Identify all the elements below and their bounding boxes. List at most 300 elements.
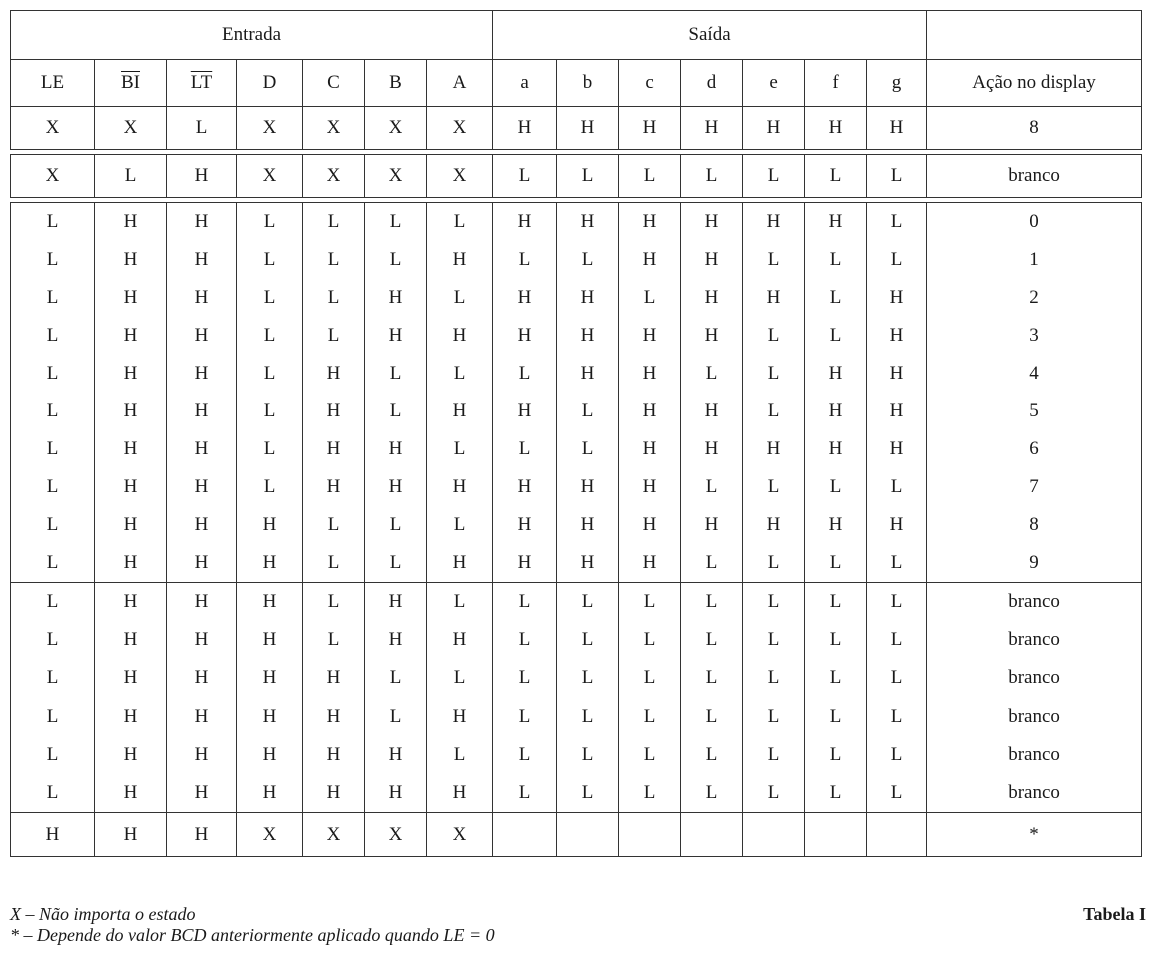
table-cell: H xyxy=(681,430,743,468)
table-cell: L xyxy=(303,582,365,621)
table-cell: L xyxy=(619,155,681,198)
table-cell: L xyxy=(11,621,95,659)
table-cell: L xyxy=(557,736,619,774)
table-label: Tabela I xyxy=(1083,904,1146,924)
table-cell: H xyxy=(681,392,743,430)
table-cell: H xyxy=(167,355,237,393)
table-cell: L xyxy=(303,506,365,544)
table-cell: H xyxy=(237,697,303,735)
table-cell: H xyxy=(619,355,681,393)
table-cell: L xyxy=(805,155,867,198)
table-cell: L xyxy=(237,241,303,279)
table-cell: X xyxy=(11,107,95,150)
table-cell: L xyxy=(11,697,95,735)
table-cell: H xyxy=(237,774,303,813)
table-cell: H xyxy=(95,279,167,317)
table-cell: L xyxy=(619,774,681,813)
footnote-asterisk: * – Depende do valor BCD anteriormente aplicado quando LE = 0 xyxy=(10,925,495,945)
table-cell: H xyxy=(95,241,167,279)
display-action-cell: 8 xyxy=(927,107,1142,150)
table-cell: L xyxy=(867,774,927,813)
column-header: D xyxy=(237,60,303,107)
table-cell: L xyxy=(743,317,805,355)
table-cell: H xyxy=(427,468,493,506)
column-header: b xyxy=(557,60,619,107)
table-cell: L xyxy=(237,317,303,355)
display-action-cell: branco xyxy=(927,774,1142,813)
table-cell: L xyxy=(867,697,927,735)
table-row xyxy=(11,279,1142,317)
table-cell: H xyxy=(365,317,427,355)
table-cell: L xyxy=(743,621,805,659)
table-cell: H xyxy=(303,774,365,813)
table-cell: L xyxy=(237,355,303,393)
table-cell: L xyxy=(11,430,95,468)
table-cell: L xyxy=(11,774,95,813)
table-cell: L xyxy=(303,279,365,317)
table-cell: H xyxy=(427,774,493,813)
table-cell: H xyxy=(805,355,867,393)
table-cell xyxy=(805,813,867,857)
table-cell: H xyxy=(427,317,493,355)
display-action-cell: branco xyxy=(927,736,1142,774)
table-cell: H xyxy=(427,544,493,582)
display-action-cell: 9 xyxy=(927,544,1142,582)
table-cell: H xyxy=(167,430,237,468)
table-cell: L xyxy=(237,430,303,468)
table-cell: X xyxy=(427,155,493,198)
table-cell: L xyxy=(619,621,681,659)
display-action-cell: 3 xyxy=(927,317,1142,355)
display-action-cell: branco xyxy=(927,659,1142,697)
table-cell: H xyxy=(557,317,619,355)
table-cell: L xyxy=(237,392,303,430)
table-cell: H xyxy=(867,392,927,430)
table-cell: L xyxy=(11,241,95,279)
column-header: f xyxy=(805,60,867,107)
table-cell: H xyxy=(493,392,557,430)
table-cell xyxy=(557,813,619,857)
table-cell: H xyxy=(95,697,167,735)
table-cell: L xyxy=(867,544,927,582)
table-cell: L xyxy=(167,107,237,150)
display-action-cell: 8 xyxy=(927,506,1142,544)
table-cell: H xyxy=(167,582,237,621)
table-cell: L xyxy=(681,697,743,735)
table-cell: X xyxy=(427,107,493,150)
table-cell: H xyxy=(557,468,619,506)
table-row xyxy=(11,355,1142,393)
table-cell: H xyxy=(867,430,927,468)
table-cell: L xyxy=(303,317,365,355)
table-cell: H xyxy=(681,203,743,241)
table-cell: L xyxy=(365,506,427,544)
table-cell: L xyxy=(681,544,743,582)
table-cell: H xyxy=(167,774,237,813)
table-row xyxy=(11,774,1142,813)
table-cell: H xyxy=(743,279,805,317)
table-cell xyxy=(681,813,743,857)
table-cell: H xyxy=(681,279,743,317)
table-cell: H xyxy=(365,736,427,774)
table-cell: L xyxy=(619,736,681,774)
table-cell: L xyxy=(493,621,557,659)
table-cell: H xyxy=(867,355,927,393)
table-cell: L xyxy=(365,241,427,279)
table-cell: H xyxy=(303,392,365,430)
table-cell: L xyxy=(427,506,493,544)
table-cell: H xyxy=(237,582,303,621)
table-cell: H xyxy=(619,392,681,430)
table-cell: H xyxy=(167,392,237,430)
table-cell: L xyxy=(427,582,493,621)
table-cell: H xyxy=(681,317,743,355)
table-cell: H xyxy=(743,430,805,468)
table-cell: H xyxy=(167,813,237,857)
table-cell: X xyxy=(237,813,303,857)
table-row xyxy=(11,468,1142,506)
table-cell: L xyxy=(743,697,805,735)
display-action-cell: branco xyxy=(927,155,1142,198)
table-cell: L xyxy=(805,582,867,621)
table-cell xyxy=(867,813,927,857)
display-action-cell: 7 xyxy=(927,468,1142,506)
table-cell: H xyxy=(167,317,237,355)
table-row xyxy=(11,317,1142,355)
table-cell: H xyxy=(365,468,427,506)
table-cell: L xyxy=(805,659,867,697)
table-cell: L xyxy=(11,392,95,430)
table-cell: L xyxy=(493,355,557,393)
table-cell: L xyxy=(493,774,557,813)
table-cell: H xyxy=(427,697,493,735)
table-cell: L xyxy=(681,621,743,659)
table-cell: X xyxy=(237,107,303,150)
table-cell: L xyxy=(681,155,743,198)
table-cell: L xyxy=(365,659,427,697)
table-cell: X xyxy=(365,813,427,857)
table-cell: H xyxy=(557,544,619,582)
table-cell: L xyxy=(493,736,557,774)
table-cell: H xyxy=(167,279,237,317)
table-cell: H xyxy=(867,107,927,150)
table-cell: H xyxy=(167,544,237,582)
table-cell: L xyxy=(11,355,95,393)
table-cell xyxy=(619,813,681,857)
table-cell: L xyxy=(743,468,805,506)
table-cell: H xyxy=(805,392,867,430)
table-cell: L xyxy=(11,506,95,544)
table-cell: X xyxy=(303,813,365,857)
table-cell: H xyxy=(619,468,681,506)
table-cell: L xyxy=(11,279,95,317)
table-cell: H xyxy=(557,107,619,150)
table-cell: H xyxy=(303,659,365,697)
column-header-row xyxy=(11,60,1142,107)
table-cell: L xyxy=(95,155,167,198)
table-row xyxy=(11,659,1142,697)
table-cell: H xyxy=(167,155,237,198)
table-cell: H xyxy=(557,355,619,393)
table-cell: H xyxy=(493,317,557,355)
table-cell: H xyxy=(619,203,681,241)
table-cell: H xyxy=(493,544,557,582)
column-header: a xyxy=(493,60,557,107)
table-cell: L xyxy=(365,392,427,430)
table-cell: L xyxy=(11,736,95,774)
table-row xyxy=(11,621,1142,659)
table-cell: L xyxy=(681,736,743,774)
table-cell: H xyxy=(303,736,365,774)
table-cell: L xyxy=(619,279,681,317)
table-cell: L xyxy=(427,355,493,393)
table-cell: H xyxy=(743,506,805,544)
table-cell: L xyxy=(867,155,927,198)
table-cell: H xyxy=(95,506,167,544)
table-cell: H xyxy=(365,430,427,468)
column-header: c xyxy=(619,60,681,107)
table-cell: L xyxy=(11,544,95,582)
table-row xyxy=(11,506,1142,544)
input-group-header: Entrada xyxy=(11,11,493,60)
table-cell: L xyxy=(805,736,867,774)
display-action-cell: 1 xyxy=(927,241,1142,279)
table-cell: L xyxy=(557,582,619,621)
table-cell: L xyxy=(11,468,95,506)
table-cell: H xyxy=(619,506,681,544)
table-cell: X xyxy=(11,155,95,198)
column-header: B xyxy=(365,60,427,107)
display-action-cell: * xyxy=(927,813,1142,857)
table-cell: L xyxy=(743,355,805,393)
table-cell: L xyxy=(493,430,557,468)
table-cell: H xyxy=(11,813,95,857)
table-cell: L xyxy=(365,697,427,735)
table-cell: H xyxy=(805,203,867,241)
table-cell: H xyxy=(427,241,493,279)
table-cell: H xyxy=(303,355,365,393)
table-cell: L xyxy=(365,203,427,241)
table-cell: H xyxy=(493,203,557,241)
table-cell: H xyxy=(365,279,427,317)
table-cell: H xyxy=(681,241,743,279)
table-cell: L xyxy=(427,279,493,317)
column-header: g xyxy=(867,60,927,107)
table-cell: L xyxy=(427,203,493,241)
display-action-cell: branco xyxy=(927,621,1142,659)
footnote-x: X – Não importa o estado xyxy=(10,904,196,924)
table-cell: H xyxy=(95,736,167,774)
table-cell: H xyxy=(237,544,303,582)
table-cell: H xyxy=(805,430,867,468)
table-cell: L xyxy=(303,544,365,582)
table-cell: L xyxy=(805,544,867,582)
table-cell: L xyxy=(867,736,927,774)
table-cell: H xyxy=(167,468,237,506)
table-cell: H xyxy=(743,203,805,241)
table-cell: H xyxy=(619,430,681,468)
table-cell: L xyxy=(681,582,743,621)
table-cell: L xyxy=(365,355,427,393)
column-header: LE xyxy=(11,60,95,107)
table-cell: H xyxy=(805,107,867,150)
table-cell: H xyxy=(95,621,167,659)
table-cell: L xyxy=(237,279,303,317)
table-cell: H xyxy=(95,659,167,697)
table-cell: L xyxy=(743,659,805,697)
table-cell: H xyxy=(237,506,303,544)
display-action-cell: 4 xyxy=(927,355,1142,393)
table-cell: L xyxy=(805,317,867,355)
table-cell: L xyxy=(743,544,805,582)
table-cell: H xyxy=(167,697,237,735)
table-cell: L xyxy=(681,468,743,506)
table-row xyxy=(11,203,1142,241)
table-cell: H xyxy=(365,582,427,621)
table-row xyxy=(11,392,1142,430)
table-cell: L xyxy=(557,659,619,697)
table-cell: L xyxy=(237,203,303,241)
table-cell: H xyxy=(557,506,619,544)
table-cell: L xyxy=(681,355,743,393)
table-cell: X xyxy=(365,155,427,198)
table-row xyxy=(11,241,1142,279)
table-cell: L xyxy=(867,659,927,697)
table-cell: X xyxy=(427,813,493,857)
table-cell: L xyxy=(743,155,805,198)
table-cell: L xyxy=(681,659,743,697)
table-cell: L xyxy=(743,774,805,813)
table-cell: L xyxy=(743,241,805,279)
table-cell: H xyxy=(743,107,805,150)
table-cell: L xyxy=(743,392,805,430)
table-cell: H xyxy=(167,736,237,774)
table-cell: H xyxy=(95,582,167,621)
table-cell: H xyxy=(167,621,237,659)
table-cell: L xyxy=(805,241,867,279)
table-cell: L xyxy=(557,392,619,430)
table-cell: L xyxy=(365,544,427,582)
display-action-cell: 5 xyxy=(927,392,1142,430)
table-cell: L xyxy=(557,774,619,813)
table-row xyxy=(11,430,1142,468)
truth-table xyxy=(10,10,1142,857)
display-action-cell: 2 xyxy=(927,279,1142,317)
display-action-cell: 0 xyxy=(927,203,1142,241)
table-cell: L xyxy=(805,774,867,813)
table-cell: L xyxy=(743,582,805,621)
table-cell: L xyxy=(493,659,557,697)
table-cell: L xyxy=(237,468,303,506)
display-action-cell: 6 xyxy=(927,430,1142,468)
table-cell: H xyxy=(303,468,365,506)
table-cell: L xyxy=(557,155,619,198)
table-cell: H xyxy=(365,774,427,813)
table-cell: L xyxy=(805,279,867,317)
table-cell: H xyxy=(95,430,167,468)
table-cell: H xyxy=(867,317,927,355)
table-cell: H xyxy=(237,736,303,774)
table-row xyxy=(11,736,1142,774)
table-cell: H xyxy=(619,107,681,150)
table-cell: H xyxy=(681,506,743,544)
table-cell: L xyxy=(11,659,95,697)
table-cell: L xyxy=(427,736,493,774)
table-cell: X xyxy=(365,107,427,150)
table-cell: L xyxy=(11,317,95,355)
table-cell: L xyxy=(11,582,95,621)
empty-header-cell xyxy=(927,11,1142,60)
column-header: A xyxy=(427,60,493,107)
table-cell xyxy=(743,813,805,857)
table-cell: H xyxy=(95,203,167,241)
group-header-row xyxy=(11,11,1142,60)
table-cell: L xyxy=(743,736,805,774)
table-cell: L xyxy=(303,621,365,659)
table-cell: L xyxy=(557,697,619,735)
table-cell: H xyxy=(365,621,427,659)
table-cell: H xyxy=(493,506,557,544)
table-cell: H xyxy=(681,107,743,150)
table-row xyxy=(11,582,1142,621)
table-cell: H xyxy=(95,355,167,393)
table-cell: X xyxy=(95,107,167,150)
table-row xyxy=(11,155,1142,198)
table-cell: L xyxy=(805,697,867,735)
table-cell: L xyxy=(867,468,927,506)
column-header: Ação no display xyxy=(927,60,1142,107)
table-cell: L xyxy=(619,659,681,697)
table-row xyxy=(11,697,1142,735)
table-cell: H xyxy=(427,392,493,430)
table-cell: H xyxy=(493,468,557,506)
table-cell: L xyxy=(867,203,927,241)
table-cell: H xyxy=(619,241,681,279)
table-cell: L xyxy=(867,241,927,279)
table-cell: L xyxy=(303,241,365,279)
table-cell: L xyxy=(557,621,619,659)
table-cell: X xyxy=(237,155,303,198)
table-cell: X xyxy=(303,107,365,150)
table-cell: H xyxy=(95,468,167,506)
table-cell: L xyxy=(493,155,557,198)
table-cell: H xyxy=(95,813,167,857)
output-group-header: Saída xyxy=(493,11,927,60)
table-cell: H xyxy=(619,317,681,355)
table-row xyxy=(11,107,1142,150)
table-cell: H xyxy=(95,544,167,582)
table-cell: H xyxy=(867,506,927,544)
table-cell: H xyxy=(167,659,237,697)
table-cell: H xyxy=(167,241,237,279)
table-cell: H xyxy=(619,544,681,582)
table-cell: L xyxy=(805,621,867,659)
table-cell: H xyxy=(303,697,365,735)
table-cell: H xyxy=(167,506,237,544)
table-cell: L xyxy=(11,203,95,241)
table-row xyxy=(11,544,1142,582)
table-cell: H xyxy=(95,774,167,813)
table-cell: L xyxy=(681,774,743,813)
table-cell: H xyxy=(167,203,237,241)
table-cell: X xyxy=(303,155,365,198)
table-cell: L xyxy=(303,203,365,241)
table-cell: L xyxy=(805,468,867,506)
table-cell: H xyxy=(493,279,557,317)
table-cell: L xyxy=(427,430,493,468)
column-header: $\overline{LT}$ xyxy=(167,60,237,107)
table-cell: H xyxy=(237,659,303,697)
